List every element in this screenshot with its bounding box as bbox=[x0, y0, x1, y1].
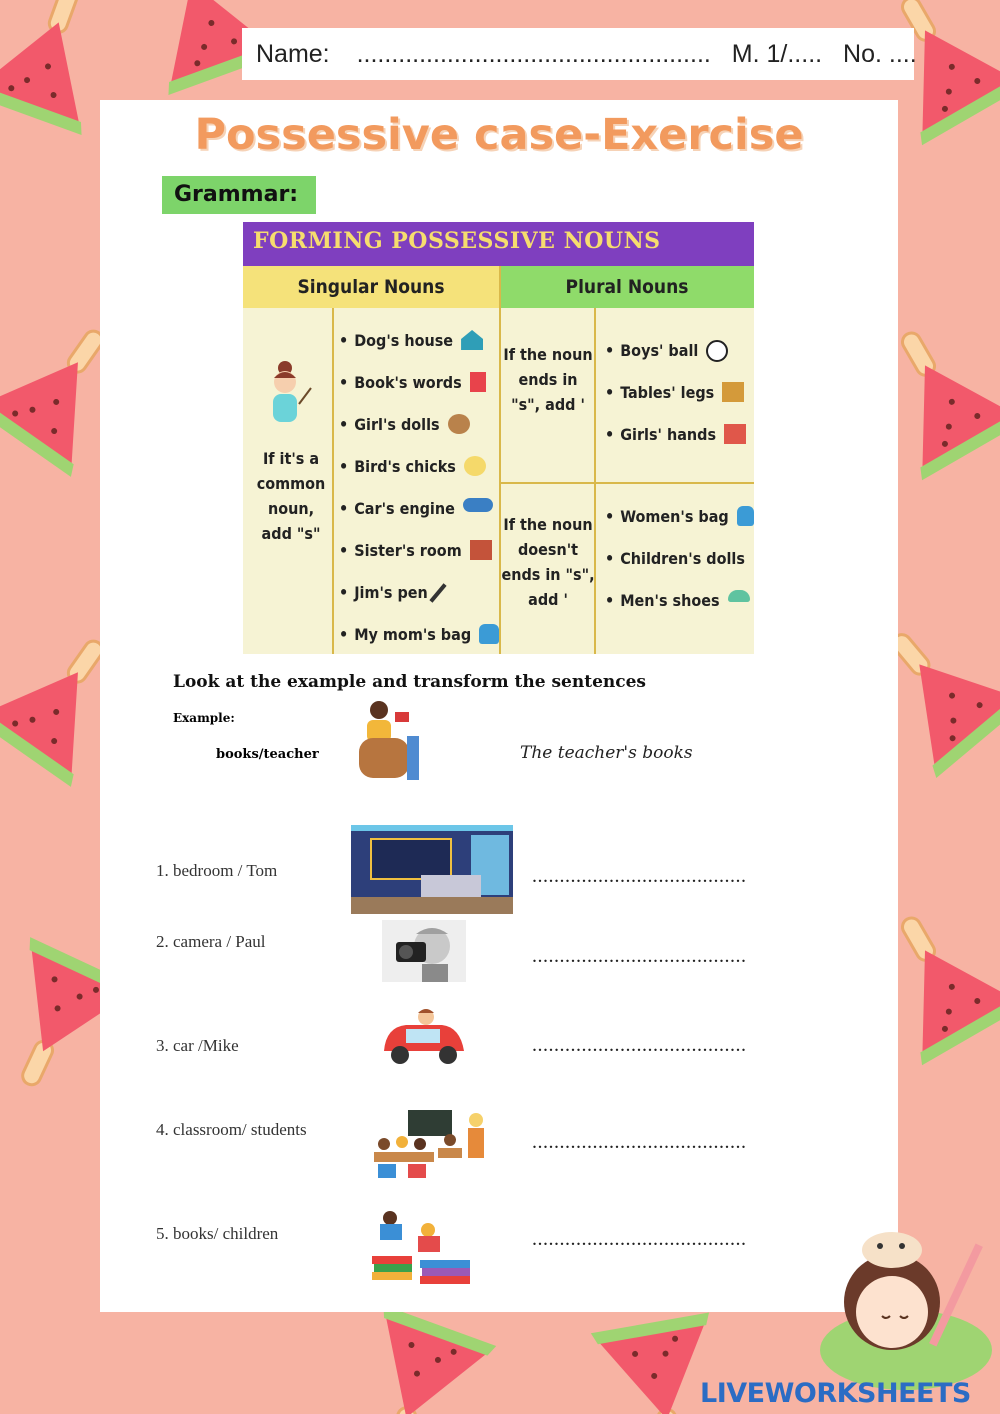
shoe-icon bbox=[728, 590, 750, 602]
plural-header: Plural Nouns bbox=[500, 266, 754, 308]
list-item: • Car's engine bbox=[339, 498, 499, 540]
kids-icon bbox=[724, 424, 746, 444]
teddy-bear-icon bbox=[448, 414, 470, 434]
example-answer: The teacher's books bbox=[520, 743, 693, 763]
list-item: • Girl's dolls bbox=[339, 414, 499, 456]
student-info-bar bbox=[242, 28, 917, 80]
answer-line-4[interactable]: ....................................... bbox=[532, 1131, 747, 1153]
answer-line-3[interactable]: ....................................... bbox=[532, 1034, 747, 1056]
list-item: • Women's bag bbox=[605, 506, 754, 548]
name-blank[interactable]: ................................................... bbox=[356, 40, 711, 68]
chick-icon bbox=[464, 456, 486, 476]
liveworksheets-logo bbox=[700, 1378, 971, 1409]
exercise-instruction: Look at the example and transform the sentences bbox=[173, 672, 647, 692]
number-label[interactable]: No. .... bbox=[843, 40, 917, 68]
plural-rule-not-s: If the noun doesn't ends in "s", add ' bbox=[501, 515, 595, 609]
grammar-label: Grammar: bbox=[162, 176, 316, 214]
book-icon bbox=[470, 372, 486, 392]
list-item: • Bird's chicks bbox=[339, 456, 499, 498]
question-3-prompt: 3. car /Mike bbox=[156, 1036, 239, 1055]
table-icon bbox=[722, 382, 744, 402]
camera-boy-icon bbox=[382, 920, 466, 982]
list-item: • Boys' ball bbox=[605, 340, 754, 382]
singular-header: Singular Nouns bbox=[243, 266, 499, 308]
singular-rule: If it's a common noun, add "s" bbox=[256, 449, 326, 543]
list-item: • Sister's room bbox=[339, 540, 499, 582]
list-item: • Tables' legs bbox=[605, 382, 754, 424]
chart-heading: FORMING POSSESSIVE NOUNS bbox=[243, 222, 754, 266]
possessive-nouns-chart bbox=[243, 222, 754, 654]
handbag-icon bbox=[737, 506, 754, 526]
plural-rule-s: If the noun ends in "s", add ' bbox=[503, 345, 593, 414]
question-1-prompt: 1. bedroom / Tom bbox=[156, 861, 278, 880]
children-reading-books-icon bbox=[370, 1206, 476, 1292]
teacher-icon bbox=[265, 360, 315, 430]
house-icon bbox=[470, 540, 492, 560]
teacher-with-books-icon bbox=[355, 698, 421, 782]
question-2-prompt: 2. camera / Paul bbox=[156, 932, 266, 951]
singular-examples-list bbox=[339, 330, 499, 666]
answer-line-1[interactable]: ....................................... bbox=[532, 865, 747, 887]
name-label: Name: bbox=[256, 40, 330, 68]
answer-line-2[interactable]: ....................................... bbox=[532, 945, 747, 967]
example-prompt: books/teacher bbox=[216, 747, 319, 762]
plural-examples-not-s-list bbox=[605, 506, 754, 632]
answer-line-5[interactable]: ....................................... bbox=[532, 1228, 747, 1250]
girl-mascot-icon bbox=[812, 1220, 1000, 1390]
car-icon bbox=[463, 498, 493, 512]
question-4-prompt: 4. classroom/ students bbox=[156, 1120, 307, 1139]
list-item: • Girls' hands bbox=[605, 424, 754, 466]
page-title: Possessive case-Exercise bbox=[194, 110, 804, 160]
class-label[interactable]: M. 1/..... bbox=[731, 40, 823, 68]
logo-text: LIVEWORKSHEETS bbox=[700, 1378, 971, 1409]
worksheet bbox=[100, 100, 898, 1312]
pen-icon bbox=[429, 583, 446, 602]
soccer-ball-icon bbox=[706, 340, 728, 362]
plural-examples-s-list bbox=[605, 340, 754, 466]
example-label: Example: bbox=[173, 711, 235, 725]
question-5-prompt: 5. books/ children bbox=[156, 1224, 279, 1243]
red-car-icon bbox=[376, 1005, 470, 1069]
classroom-icon bbox=[368, 1108, 490, 1186]
bag-icon bbox=[479, 624, 499, 644]
list-item: • My mom's bag bbox=[339, 624, 499, 666]
list-item: • Children's dolls bbox=[605, 549, 745, 568]
doghouse-icon bbox=[461, 330, 483, 350]
bedroom-icon bbox=[351, 825, 513, 914]
list-item: • Book's words bbox=[339, 372, 499, 414]
list-item: • Men's shoes bbox=[605, 590, 754, 632]
list-item: • Dog's house bbox=[339, 330, 499, 372]
list-item: • Jim's pen bbox=[339, 582, 499, 624]
